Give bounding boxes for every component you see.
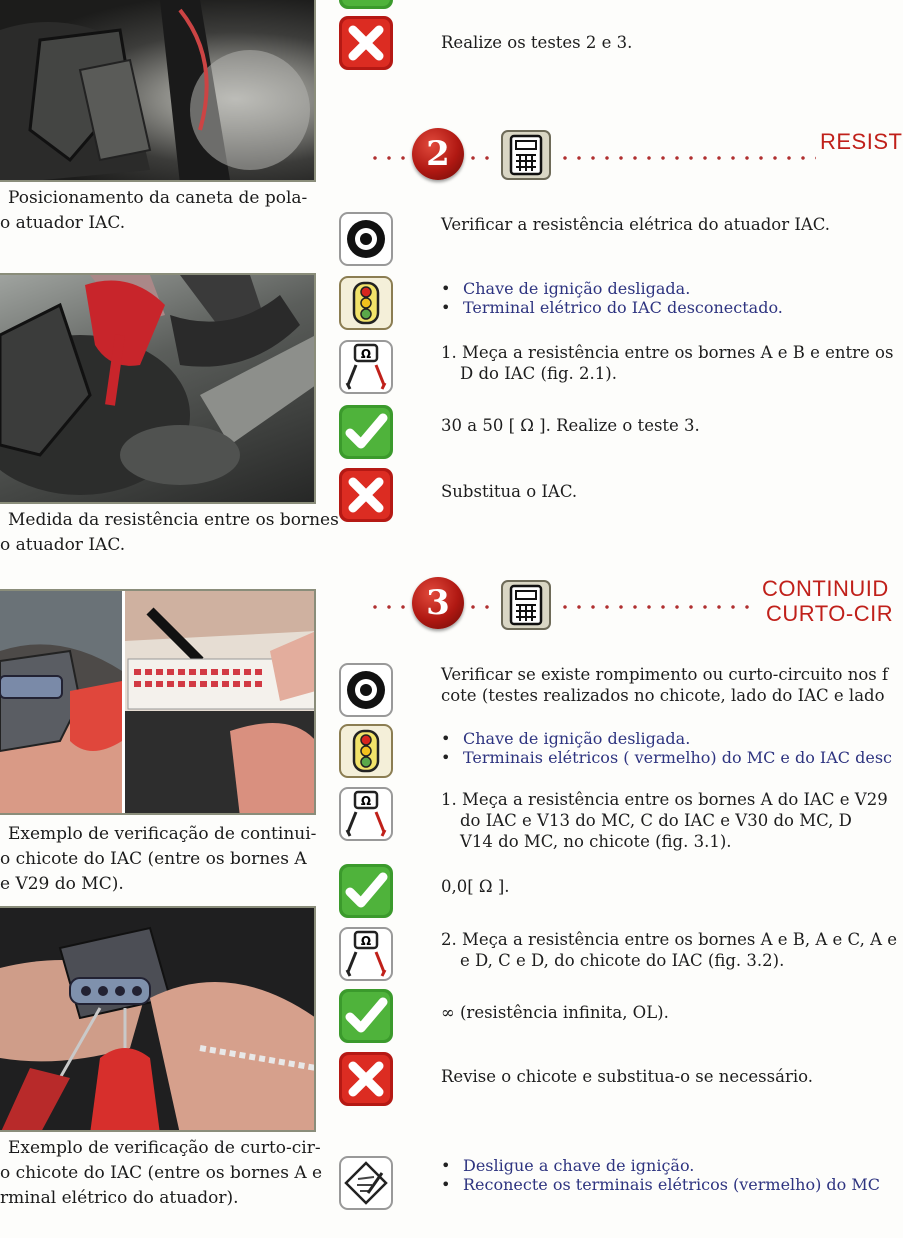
test3-conditions bbox=[441, 729, 892, 767]
photo-pen-position-image bbox=[0, 0, 316, 182]
test2-step1-line-2: D do IAC (fig. 2.1). bbox=[460, 364, 617, 383]
test2-leader-mid bbox=[466, 156, 496, 160]
caption-fig31-line-3: e V29 do MC). bbox=[0, 874, 124, 894]
test3-title bbox=[762, 576, 893, 626]
test2-leader-left bbox=[368, 156, 412, 160]
multimeter-icon-test3 bbox=[498, 577, 554, 633]
target-icon-test3 bbox=[338, 662, 394, 718]
test3-step2-line-2: e D, C e D, do chicote do IAC (fig. 3.2). bbox=[460, 951, 785, 970]
photo-fig21 bbox=[0, 273, 316, 504]
test3-objective-line-2: cote (testes realizados no chicote, lado do IAC e lado bbox=[441, 686, 885, 705]
test3-step1-line-3: V14 do MC, no chicote (fig. 3.1). bbox=[460, 832, 732, 851]
traffic-light-icon-test3 bbox=[338, 723, 394, 779]
test3-step2 bbox=[441, 929, 897, 971]
caption-fig32-line-1: Exemplo de verificação de curto-cir- bbox=[8, 1138, 321, 1158]
target-icon-test2 bbox=[338, 211, 394, 267]
test3-step1 bbox=[441, 789, 888, 852]
caption-fig21-line-2: o atuador IAC. bbox=[0, 535, 126, 555]
test2-leader-right bbox=[558, 156, 816, 160]
caption-fig32 bbox=[0, 1136, 323, 1211]
test3-objective-line-1: Verificar se existe rompimento ou curto-circuito nos f bbox=[441, 665, 889, 684]
caption-fig1 bbox=[0, 186, 318, 236]
test2-fail: Substitua o IAC. bbox=[441, 482, 578, 501]
photo-fig32 bbox=[0, 906, 316, 1132]
caption-fig31 bbox=[0, 822, 318, 897]
caption-fig32-line-3: rminal elétrico do atuador). bbox=[0, 1188, 239, 1208]
checkmark-icon-top bbox=[338, 0, 394, 10]
ohmmeter-icon-test3-step2 bbox=[338, 926, 394, 982]
test3-step1-line-2: do IAC e V13 do MC, C do IAC e V30 do MC, D bbox=[460, 811, 852, 830]
caption-fig21-line-1: Medida da resistência entre os bornes bbox=[8, 510, 339, 530]
test2-conditions bbox=[441, 279, 783, 317]
caption-fig1-line-1: Posicionamento da caneta de pola- bbox=[8, 188, 308, 208]
test2-step1 bbox=[441, 342, 893, 384]
test2-condition-2: • Terminal elétrico do IAC desconectado. bbox=[441, 298, 783, 317]
test3-step2-line-1: 2. Meça a resistência entre os bornes A e B, A e C, A e bbox=[441, 930, 897, 949]
test2-ok: 30 a 50 [ Ω ]. Realize o teste 3. bbox=[441, 416, 700, 435]
test2-step1-line-1: 1. Meça a resistência entre os bornes A e B e entre os bbox=[441, 343, 894, 362]
checkmark-icon-test3-2 bbox=[338, 988, 394, 1044]
test3-ok1: 0,0[ Ω ]. bbox=[441, 877, 510, 896]
final-step-1: • Desligue a chave de ignição. bbox=[441, 1156, 880, 1175]
ohmmeter-icon-test3-step1 bbox=[338, 786, 394, 842]
test3-condition-2: • Terminais elétricos ( vermelho) do MC e do IAC desc bbox=[441, 748, 892, 767]
test3-condition-1: • Chave de ignição desligada. bbox=[441, 729, 892, 748]
test2-number-badge bbox=[412, 128, 464, 180]
test3-fail: Revise o chicote e substitua-o se necessário. bbox=[441, 1067, 813, 1086]
ohmmeter-icon-test2 bbox=[338, 339, 394, 395]
test2-condition-1: • Chave de ignição desligada. bbox=[441, 279, 783, 298]
x-mark-icon-test3 bbox=[338, 1051, 394, 1107]
test3-title-line-1: CONTINUID bbox=[762, 576, 889, 601]
top-fail-text: Realize os testes 2 e 3. bbox=[441, 33, 633, 52]
photo-fig31-image bbox=[0, 591, 316, 815]
traffic-light-icon-test2 bbox=[338, 275, 394, 331]
test3-number: 3 bbox=[426, 583, 450, 623]
x-mark-icon-test2 bbox=[338, 467, 394, 523]
test3-leader-mid bbox=[466, 605, 496, 609]
final-steps bbox=[441, 1156, 880, 1194]
photo-fig21-image bbox=[0, 275, 316, 504]
caption-fig31-line-2: o chicote do IAC (entre os bornes A bbox=[0, 849, 307, 869]
photo-pen-position bbox=[0, 0, 316, 182]
caption-fig31-line-1: Exemplo de verificação de continui- bbox=[8, 824, 317, 844]
checkmark-icon-test2 bbox=[338, 404, 394, 460]
photo-fig32-image bbox=[0, 908, 316, 1132]
caption-fig21 bbox=[0, 508, 339, 558]
clipboard-icon-final bbox=[338, 1155, 394, 1211]
test3-ok2: ∞ (resistência infinita, OL). bbox=[441, 1003, 669, 1022]
caption-fig32-line-2: o chicote do IAC (entre os bornes A e bbox=[0, 1163, 323, 1183]
x-mark-icon-top bbox=[338, 15, 394, 71]
test3-step1-line-1: 1. Meça a resistência entre os bornes A do IAC e V29 bbox=[441, 790, 888, 809]
test3-objective bbox=[441, 664, 888, 706]
photo-fig31 bbox=[0, 589, 316, 815]
test2-number: 2 bbox=[426, 134, 450, 174]
test2-objective: Verificar a resistência elétrica do atuador IAC. bbox=[441, 215, 831, 234]
caption-fig1-line-2: o atuador IAC. bbox=[0, 213, 126, 233]
test3-title-line-2: CURTO-CIR bbox=[766, 601, 894, 626]
test3-leader-right bbox=[558, 605, 758, 609]
checkmark-icon-test3-1 bbox=[338, 863, 394, 919]
multimeter-icon-test2 bbox=[498, 127, 554, 183]
test3-number-badge bbox=[412, 577, 464, 629]
final-step-2: • Reconecte os terminais elétricos (vermelho) do MC bbox=[441, 1175, 880, 1194]
test2-title: RESIST bbox=[820, 129, 903, 154]
test3-leader-left bbox=[368, 605, 412, 609]
